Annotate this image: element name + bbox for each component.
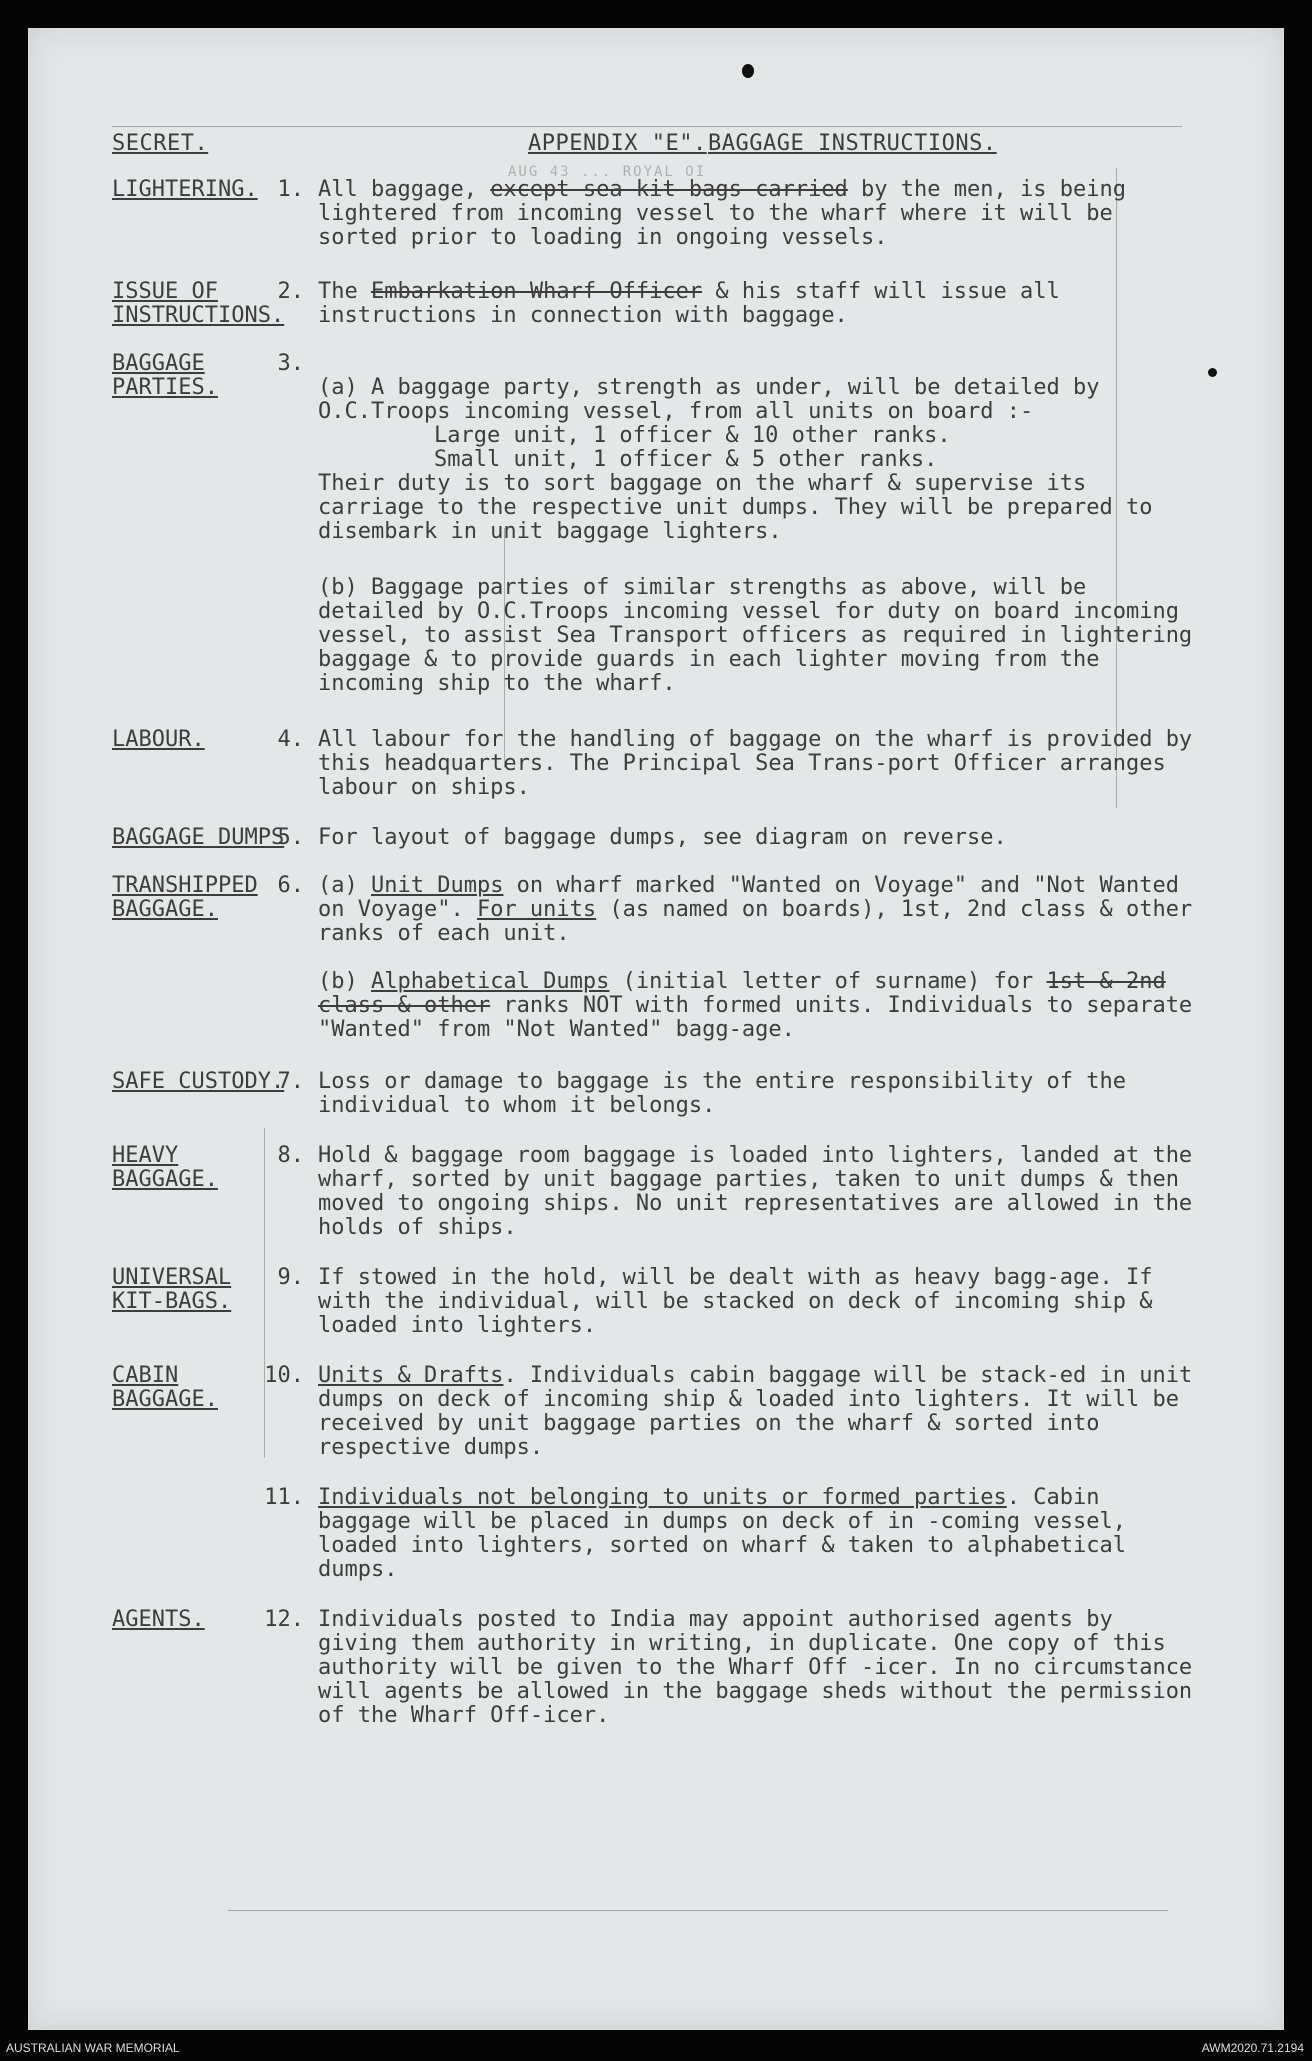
item-text: Individuals posted to India may appoint authorised agents by giving them authority in writing, in duplicate. One copy of this authority will be given to the Wharf Off -icer. In no circumstance will agents be allowed in the baggage sheds without the permission of the Wharf Off-icer. bbox=[318, 1607, 1193, 1728]
item-text: The Embarkation Wharf Officer & his staff will issue all instructions in connection with baggage. bbox=[318, 279, 1060, 328]
item-number: 3. bbox=[277, 351, 304, 376]
faint-stamp: AUG 43 ... ROYAL OI bbox=[508, 164, 707, 180]
item-number: 7. bbox=[277, 1069, 304, 1094]
side-heading: AGENTS. bbox=[112, 1607, 205, 1632]
small-unit-line: Small unit, 1 officer & 5 other ranks. bbox=[434, 447, 938, 472]
para-a: (a) A baggage party, strength as under, will be detailed by O.C.Troops incoming vessel, from all units on board :- bbox=[318, 375, 1100, 424]
item-number: 5. bbox=[277, 825, 304, 850]
side-heading: TRANSHIPPED BAGGAGE. bbox=[112, 873, 258, 922]
side-heading: LABOUR. bbox=[112, 727, 205, 752]
item-text: All labour for the handling of baggage on the wharf is provided by this headquarters. The Principal Sea Trans-port Officer arranges labour on ships. bbox=[318, 727, 1193, 800]
side-heading: SAFE CUSTODY. bbox=[112, 1069, 285, 1094]
side-heading: LIGHTERING. bbox=[112, 177, 258, 202]
item-number: 11. bbox=[264, 1485, 304, 1510]
item-number: 6. bbox=[277, 873, 304, 898]
document-content bbox=[28, 28, 1284, 2030]
item-text: If stowed in the hold, will be dealt with as heavy bagg-age. If with the individual, will be stacked on deck of incoming ship & loaded into lighters. bbox=[318, 1265, 1153, 1338]
item-text: Individuals not belonging to units or formed parties. Cabin baggage will be placed in dumps on deck of in -coming vessel, loaded into lighters, sorted on wharf & taken to alphabetical dumps. bbox=[318, 1485, 1126, 1582]
item-text: All baggage, except sea kit-bags carried by the men, is being lightered from incoming vessel to the wharf where it will be sorted prior to loading in ongoing vessels. bbox=[318, 177, 1126, 250]
item-text: Loss or damage to baggage is the entire responsibility of the individual to whom it belongs. bbox=[318, 1069, 1126, 1118]
document-title: BAGGAGE INSTRUCTIONS. bbox=[708, 131, 997, 156]
classification-label: SECRET. bbox=[112, 131, 209, 156]
crease-line bbox=[1116, 168, 1117, 808]
side-heading: UNIVERSAL KIT-BAGS. bbox=[112, 1265, 232, 1314]
archive-reference: AWM2020.71.2194 bbox=[1201, 2041, 1304, 2055]
item-text: Units & Drafts. Individuals cabin baggage will be stack-ed in unit dumps on deck of incoming ship & loaded into lighters. It will be received by unit baggage parties on the wharf & sorted into respective dumps. bbox=[318, 1363, 1193, 1460]
item-number: 4. bbox=[277, 727, 304, 752]
side-heading: BAGGAGE PARTIES. bbox=[112, 351, 218, 400]
side-heading: CABIN BAGGAGE. bbox=[112, 1363, 218, 1412]
item-number: 1. bbox=[277, 177, 304, 202]
side-heading: BAGGAGE DUMPS bbox=[112, 825, 285, 850]
crease-line bbox=[504, 528, 505, 768]
item-text bbox=[318, 352, 1198, 544]
side-heading: ISSUE OF INSTRUCTIONS. bbox=[112, 279, 285, 328]
appendix-title: APPENDIX "E". bbox=[528, 131, 707, 156]
archive-name: AUSTRALIAN WAR MEMORIAL bbox=[6, 2041, 180, 2055]
item-number: 12. bbox=[264, 1607, 304, 1632]
item-number: 9. bbox=[277, 1265, 304, 1290]
para-a-duty: Their duty is to sort baggage on the wharf & supervise its carriage to the respective unit dumps. They will be prepared to disembark in unit baggage lighters. bbox=[318, 471, 1153, 544]
side-heading: HEAVY BAGGAGE. bbox=[112, 1143, 218, 1192]
item-text: Hold & baggage room baggage is loaded into lighters, landed at the wharf, sorted by unit baggage parties, taken to unit dumps & then moved to ongoing ships. No unit representatives are allowed in the holds of ships. bbox=[318, 1143, 1193, 1240]
item-text-b: (b) Alphabetical Dumps (initial letter of surname) for 1st & 2nd class & other ranks NOT with formed units. Individuals to separate "Wanted" from "Not Wanted" bagg-age. bbox=[318, 969, 1193, 1042]
item-number: 10. bbox=[264, 1363, 304, 1388]
item-text: For layout of baggage dumps, see diagram on reverse. bbox=[318, 825, 1007, 850]
document-header bbox=[112, 132, 1214, 160]
crease-line bbox=[264, 1128, 265, 1458]
item-number: 2. bbox=[277, 279, 304, 304]
bottom-rule bbox=[228, 1910, 1168, 1911]
item-number: 8. bbox=[277, 1143, 304, 1168]
header-rule bbox=[112, 126, 1182, 127]
item-text-a: (a) Unit Dumps on wharf marked "Wanted on Voyage" and "Not Wanted on Voyage". For units (as named on boards), 1st, 2nd class & other ranks of each unit. bbox=[318, 873, 1193, 946]
large-unit-line: Large unit, 1 officer & 10 other ranks. bbox=[434, 423, 951, 448]
document-page bbox=[28, 28, 1284, 2030]
archive-footer bbox=[0, 2033, 1312, 2061]
item-text-b: (b) Baggage parties of similar strengths as above, will be detailed by O.C.Troops incoming vessel for duty on board incoming vessel, to assist Sea Transport officers as required in lightering baggage & to provide guards in each lighter moving from the incoming ship to the wharf. bbox=[318, 575, 1193, 696]
